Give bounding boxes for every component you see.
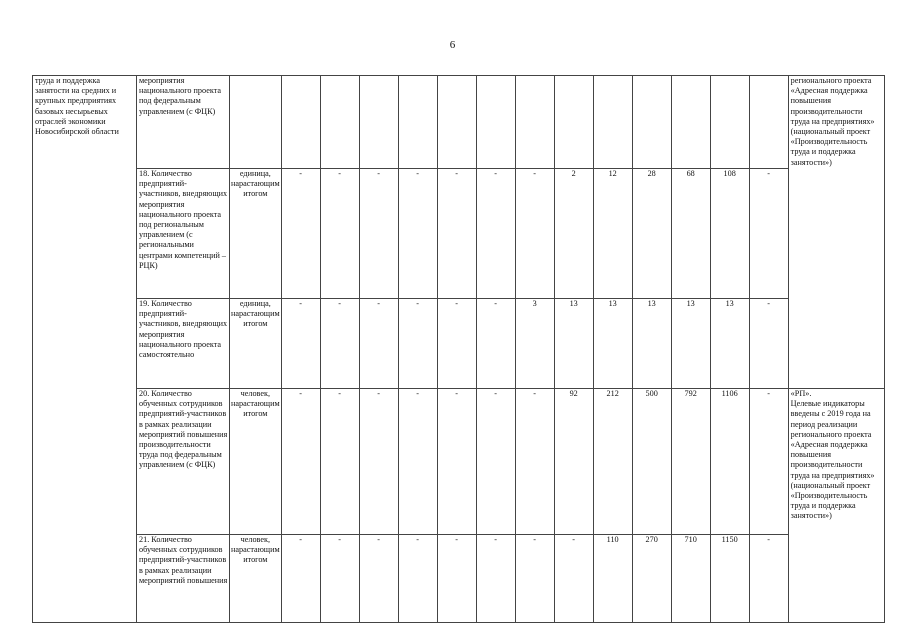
value-cell: - [320, 299, 359, 389]
note-top-text: регионального проекта «Адресная поддержка повышения производительности труда на предприятиях» (национальный проект «Производительность труда и поддержка занятости») [790, 76, 875, 167]
value-cell: 110 [593, 535, 632, 623]
value-cell [398, 76, 437, 169]
value-cell: 3 [515, 299, 554, 389]
value-cell: - [437, 389, 476, 535]
value-cell [671, 76, 710, 169]
table-row [33, 535, 885, 623]
value-cell [320, 76, 359, 169]
value-cell: 1150 [710, 535, 749, 623]
value-cell [281, 76, 320, 169]
value-cell: - [359, 169, 398, 299]
unit-cell: единица, нарастающим итогом [230, 169, 282, 299]
unit-cell: единица, нарастающим итогом [230, 299, 282, 389]
value-cell: 13 [632, 299, 671, 389]
value-cell: - [437, 535, 476, 623]
note-bottom-text: «РП». Целевые индикаторы введены с 2019 года на период реализации регионального проекта «Адресная поддержка повышения производительности труда на предприятиях» (национальный проект «Производительность труда и поддержка занятости») [790, 389, 875, 521]
value-cell: - [281, 169, 320, 299]
unit-cell [230, 76, 282, 169]
value-cell [749, 76, 788, 169]
value-cell: 68 [671, 169, 710, 299]
value-cell: 92 [554, 389, 593, 535]
value-cell: - [437, 299, 476, 389]
value-cell: 13 [554, 299, 593, 389]
value-cell: - [749, 169, 788, 299]
table-row [33, 76, 885, 169]
value-cell: - [281, 299, 320, 389]
value-cell [554, 76, 593, 169]
value-cell [593, 76, 632, 169]
value-cell: - [359, 299, 398, 389]
value-cell: 13 [710, 299, 749, 389]
indicator-cell: 19. Количество предприятий-участников, внедряющих мероприятия национального проекта самостоятельно [137, 299, 230, 389]
value-cell: - [749, 389, 788, 535]
value-cell: - [554, 535, 593, 623]
value-cell: 12 [593, 169, 632, 299]
value-cell: 2 [554, 169, 593, 299]
value-cell [710, 76, 749, 169]
value-cell [515, 76, 554, 169]
value-cell: - [398, 299, 437, 389]
value-cell: - [476, 535, 515, 623]
value-cell: - [749, 299, 788, 389]
value-cell: 270 [632, 535, 671, 623]
table-row [33, 389, 885, 535]
goal-cell [33, 76, 137, 623]
indicator-cell: мероприятия национального проекта под федеральным управлением (с ФЦК) [137, 76, 230, 169]
value-cell [476, 76, 515, 169]
value-cell: - [398, 169, 437, 299]
value-cell: - [398, 535, 437, 623]
value-cell: - [515, 389, 554, 535]
value-cell: 710 [671, 535, 710, 623]
value-cell [632, 76, 671, 169]
value-cell: - [476, 169, 515, 299]
value-cell: - [281, 535, 320, 623]
value-cell: - [320, 535, 359, 623]
value-cell: - [281, 389, 320, 535]
value-cell: 1106 [710, 389, 749, 535]
value-cell: - [476, 389, 515, 535]
value-cell: - [515, 535, 554, 623]
unit-cell: человек, нарастающим итогом [230, 389, 282, 535]
value-cell: 212 [593, 389, 632, 535]
note-cell-bottom [788, 389, 884, 623]
value-cell: - [320, 389, 359, 535]
value-cell: 13 [593, 299, 632, 389]
value-cell [359, 76, 398, 169]
goal-text: труда и поддержка занятости на средних и крупных предприятиях базовых несырьевых отраслей экономики Новосибирской области [35, 76, 119, 137]
indicators-table [32, 75, 885, 623]
value-cell: - [398, 389, 437, 535]
unit-cell: человек, нарастающим итогом [230, 535, 282, 623]
value-cell: - [515, 169, 554, 299]
page-number: 6 [449, 39, 456, 51]
value-cell: 792 [671, 389, 710, 535]
value-cell: 28 [632, 169, 671, 299]
value-cell: 108 [710, 169, 749, 299]
value-cell: 13 [671, 299, 710, 389]
value-cell: - [749, 535, 788, 623]
indicator-cell: 18. Количество предприятий-участников, внедряющих мероприятия национального проекта под региональным управлением (с региональными центрами компетенций – РЦК) [137, 169, 230, 299]
value-cell: - [359, 535, 398, 623]
table-row [33, 169, 885, 299]
value-cell: - [359, 389, 398, 535]
value-cell [437, 76, 476, 169]
indicator-cell: 21. Количество обученных сотрудников предприятий-участников в рамках реализации мероприятий повышения [137, 535, 230, 623]
indicator-cell: 20. Количество обученных сотрудников предприятий-участников в рамках реализации мероприятий повышения производительности труда под федеральным управлением (с ФЦК) [137, 389, 230, 535]
value-cell: - [437, 169, 476, 299]
table-row [33, 299, 885, 389]
value-cell: 500 [632, 389, 671, 535]
value-cell: - [320, 169, 359, 299]
value-cell: - [476, 299, 515, 389]
note-cell-top [788, 76, 884, 389]
